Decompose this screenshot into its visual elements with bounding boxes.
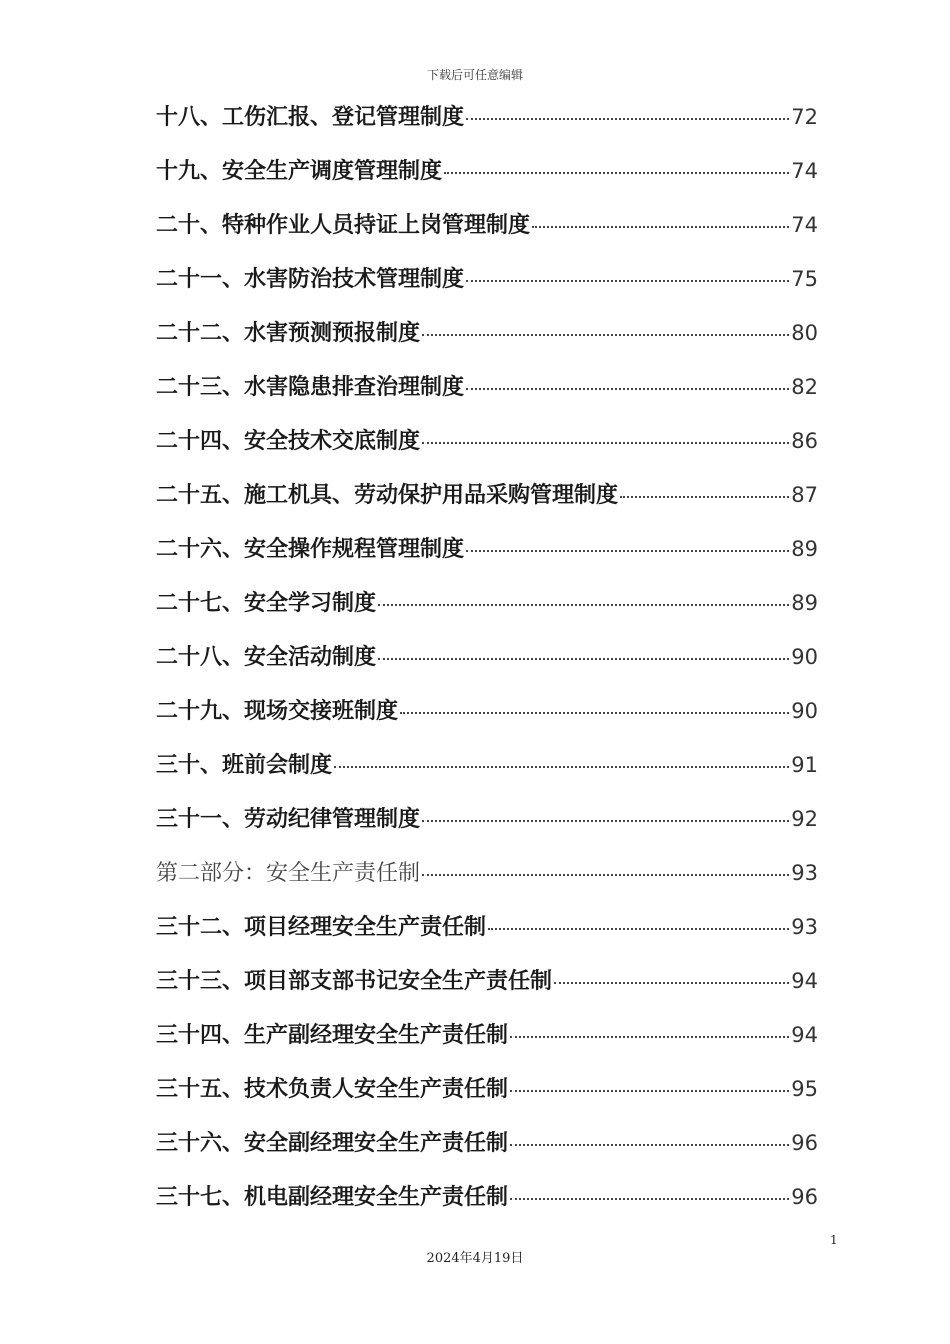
toc-entry[interactable] (156, 468, 818, 522)
toc-entry-title: 二十、特种作业人员持证上岗管理制度 (156, 213, 531, 238)
toc-entry[interactable] (156, 414, 818, 468)
toc-entry-page: 96 (791, 1131, 818, 1155)
toc-entry[interactable] (156, 198, 818, 252)
toc-entry-page: 74 (791, 213, 818, 237)
toc-entry-page: 80 (791, 321, 818, 345)
toc-dot-leader (378, 604, 789, 606)
toc-entry-title: 三十四、生产副经理安全生产责任制 (156, 1023, 509, 1048)
toc-entry-title: 三十五、技术负责人安全生产责任制 (156, 1077, 509, 1102)
toc-entry[interactable] (156, 360, 818, 414)
toc-entry[interactable] (156, 1116, 818, 1170)
toc-dot-leader (510, 1144, 789, 1146)
toc-entry[interactable] (156, 522, 818, 576)
toc-entry-page: 91 (791, 753, 818, 777)
toc-dot-leader (466, 118, 789, 120)
toc-entry-page: 93 (791, 861, 818, 885)
toc-dot-leader (510, 1090, 789, 1092)
toc-entry[interactable] (156, 306, 818, 360)
toc-dot-leader (488, 928, 789, 930)
header-note: 下载后可任意编辑 (426, 68, 523, 82)
toc-entry-title: 三十、班前会制度 (156, 753, 333, 778)
toc-entry[interactable] (156, 1170, 818, 1224)
toc-entry-title: 三十七、机电副经理安全生产责任制 (156, 1185, 509, 1210)
toc-entry-page: 86 (791, 429, 818, 453)
toc-entry-title: 三十三、项目部支部书记安全生产责任制 (156, 969, 553, 994)
toc-entry-page: 72 (791, 105, 818, 129)
toc-entry-title: 第二部分：安全生产责任制 (156, 861, 421, 886)
toc-entry-page: 96 (791, 1185, 818, 1209)
toc-dot-leader (554, 982, 789, 984)
toc-dot-leader (422, 820, 789, 822)
toc-dot-leader (466, 550, 789, 552)
toc-entry-title: 二十三、水害隐患排查治理制度 (156, 375, 465, 400)
toc-entry-title: 三十一、劳动纪律管理制度 (156, 807, 421, 832)
toc-dot-leader (422, 442, 789, 444)
toc-entry-page: 94 (791, 1023, 818, 1047)
toc-entry[interactable] (156, 684, 818, 738)
toc-entry-title: 二十七、安全学习制度 (156, 591, 377, 616)
toc-entry-title: 十九、安全生产调度管理制度 (156, 159, 443, 184)
toc-entry[interactable] (156, 792, 818, 846)
toc-entry[interactable] (156, 90, 818, 144)
toc-entry[interactable] (156, 900, 818, 954)
toc-dot-leader (510, 1198, 789, 1200)
toc-dot-leader (444, 172, 789, 174)
toc-entry-page: 74 (791, 159, 818, 183)
toc-entry-page: 75 (791, 267, 818, 291)
toc-entry[interactable] (156, 252, 818, 306)
toc-entry-title: 二十六、安全操作规程管理制度 (156, 537, 465, 562)
toc-entry-title: 二十八、安全活动制度 (156, 645, 377, 670)
table-of-contents (156, 90, 818, 1224)
toc-entry-title: 二十四、安全技术交底制度 (156, 429, 421, 454)
toc-dot-leader (532, 226, 789, 228)
toc-entry-page: 89 (791, 591, 818, 615)
toc-entry[interactable] (156, 846, 818, 900)
toc-entry-title: 三十六、安全副经理安全生产责任制 (156, 1131, 509, 1156)
toc-dot-leader (422, 874, 789, 876)
toc-entry-page: 87 (791, 483, 818, 507)
toc-entry-title: 二十一、水害防治技术管理制度 (156, 267, 465, 292)
toc-entry-title: 二十五、施工机具、劳动保护用品采购管理制度 (156, 483, 619, 508)
toc-entry-page: 95 (791, 1077, 818, 1101)
toc-dot-leader (510, 1036, 789, 1038)
toc-entry[interactable] (156, 576, 818, 630)
page-number: 1 (830, 1233, 838, 1247)
toc-dot-leader (466, 280, 789, 282)
toc-dot-leader (466, 388, 789, 390)
toc-entry[interactable] (156, 144, 818, 198)
toc-entry[interactable] (156, 1008, 818, 1062)
toc-dot-leader (334, 766, 789, 768)
footer-date: 2024年4月19日 (426, 1251, 524, 1266)
toc-dot-leader (400, 712, 789, 714)
toc-entry-title: 三十二、项目经理安全生产责任制 (156, 915, 487, 940)
toc-entry-title: 二十九、现场交接班制度 (156, 699, 399, 724)
toc-dot-leader (378, 658, 789, 660)
toc-entry-page: 90 (791, 645, 818, 669)
toc-entry[interactable] (156, 630, 818, 684)
toc-entry-title: 十八、工伤汇报、登记管理制度 (156, 105, 465, 130)
toc-entry-page: 82 (791, 375, 818, 399)
toc-entry-title: 二十二、水害预测预报制度 (156, 321, 421, 346)
toc-dot-leader (422, 334, 789, 336)
toc-entry[interactable] (156, 1062, 818, 1116)
toc-entry-page: 92 (791, 807, 818, 831)
toc-entry-page: 93 (791, 915, 818, 939)
toc-dot-leader (620, 496, 789, 498)
toc-entry-page: 90 (791, 699, 818, 723)
toc-entry[interactable] (156, 738, 818, 792)
toc-entry-page: 89 (791, 537, 818, 561)
toc-entry-page: 94 (791, 969, 818, 993)
toc-entry[interactable] (156, 954, 818, 1008)
